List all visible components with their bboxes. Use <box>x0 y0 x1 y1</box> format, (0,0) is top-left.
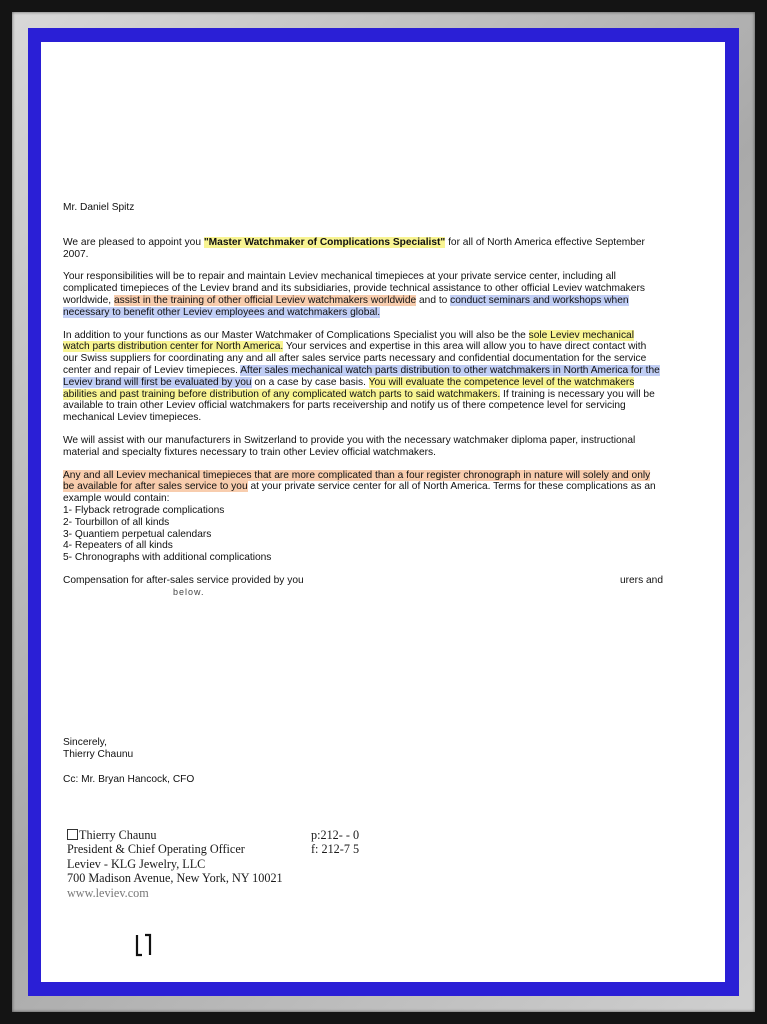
signature-phone: p:212- - 0 <box>311 828 360 842</box>
list-item: 5- Chronographs with additional complications <box>63 552 272 564</box>
list-item: 2- Tourbillon of all kinds <box>63 516 170 528</box>
paragraph-distribution: In addition to your functions as our Master Watchmaker of Complications Specialist you will also be the sole Leviev mechanical watch parts distribution center for North America. Your services and expertise in this area will allow you to have direct contact with our Swiss suppliers for coordinating any and all after sales service parts necessary and confidential documentation for the service center and repair of Leviev timepieces. After sales mechanical watch parts distribution to other watchmakers in North America for the Leviev brand will first be evaluated by you on a case by case basis. You will evaluate the competence level of the watchmakers abilities and past training before distribution of any complicated watch parts to said watchmakers. If training is necessary you will be available to train other Leviev official watchmakers for parts receivership and notify us of there competence level for servicing mechanical Leviev timepieces. <box>63 329 660 424</box>
compensation-line <box>63 575 663 587</box>
list-item: 4- Repeaters of all kinds <box>63 540 173 552</box>
signature-address: 700 Madison Avenue, New York, NY 10021 <box>67 871 283 886</box>
highlight-exclusive-service: Any and all Leviev mechanical timepieces that are more complicated than a four register chronograph in nature will solely and only be available for after sales service to you <box>63 469 651 493</box>
signature-block <box>67 828 467 900</box>
complications-list <box>63 505 663 564</box>
leviev-logo-icon <box>133 932 153 958</box>
paragraph-appointment: We are pleased to appoint you "Master Watchmaker of Complications Specialist" for all of North America effective September 2007. <box>63 236 645 260</box>
signature-fax: f: 212-7 5 <box>311 842 360 857</box>
paragraph-manufacturers: We will assist with our manufacturers in Switzerland to provide you with the necessary watchmaker diploma paper, instructional material and specialty fixtures necessary to train other Leviev official watchmakers. <box>63 434 636 458</box>
highlight-competence: You will evaluate the competence level of the watchmakers abilities and past training before distribution of any complicated watch parts to said watchmakers. <box>63 376 635 400</box>
appointment-title: "Master Watchmaker of Complications Specialist" <box>203 236 446 248</box>
cc-line: Cc: Mr. Bryan Hancock, CFO <box>63 774 195 785</box>
signature-website: www.leviev.com <box>67 885 149 900</box>
valediction: Sincerely, <box>63 737 107 748</box>
highlight-distribution-center: sole Leviev mechanical watch parts distribution center for North America. <box>63 329 634 353</box>
compensation-text-right: urers and <box>619 574 663 586</box>
signer-name: Thierry Chaunu <box>63 748 134 760</box>
letter-page <box>41 42 725 982</box>
signature-company: Leviev - KLG Jewelry, LLC <box>67 856 206 871</box>
checkbox-icon <box>67 829 78 840</box>
salutation: Mr. Daniel Spitz <box>63 202 135 213</box>
signature-name: Thierry Chaunu <box>79 828 157 842</box>
compensation-text: Compensation for after-sales service provided by you <box>63 574 304 586</box>
highlight-training: assist in the training of other official Leviev watchmakers worldwide <box>113 294 417 306</box>
closing <box>63 737 133 761</box>
signature-title: President & Chief Operating Officer <box>67 842 245 857</box>
letter-body <box>63 202 663 598</box>
paragraph-complications: Any and all Leviev mechanical timepieces that are more complicated than a four register chronograph in nature will solely and only be available for after sales service to you at your private service center for all of North America. Terms for these complications as an example would contain: <box>63 469 656 505</box>
compensation-fragment: below. <box>173 586 205 597</box>
list-item: 3- Quantiem perpetual calendars <box>63 528 212 540</box>
highlight-seminars: conduct seminars and workshops when necessary to benefit other Leviev employees and watchmakers global. <box>63 294 629 318</box>
highlight-parts-evaluation: After sales mechanical watch parts distribution to other watchmakers in North America for the Leviev brand will first be evaluated by you <box>63 364 660 388</box>
paragraph-responsibilities: Your responsibilities will be to repair and maintain Leviev mechanical timepieces at your private service center, including all complicated timepieces of the Leviev brand and its subsidiaries, provide technical assistance to other official Leviev watchmakers worldwide, assist in the training of other official Leviev watchmakers worldwide and to conduct seminars and workshops when necessary to benefit other Leviev employees and watchmakers global. <box>63 271 645 318</box>
list-item: 1- Flyback retrograde complications <box>63 504 225 516</box>
